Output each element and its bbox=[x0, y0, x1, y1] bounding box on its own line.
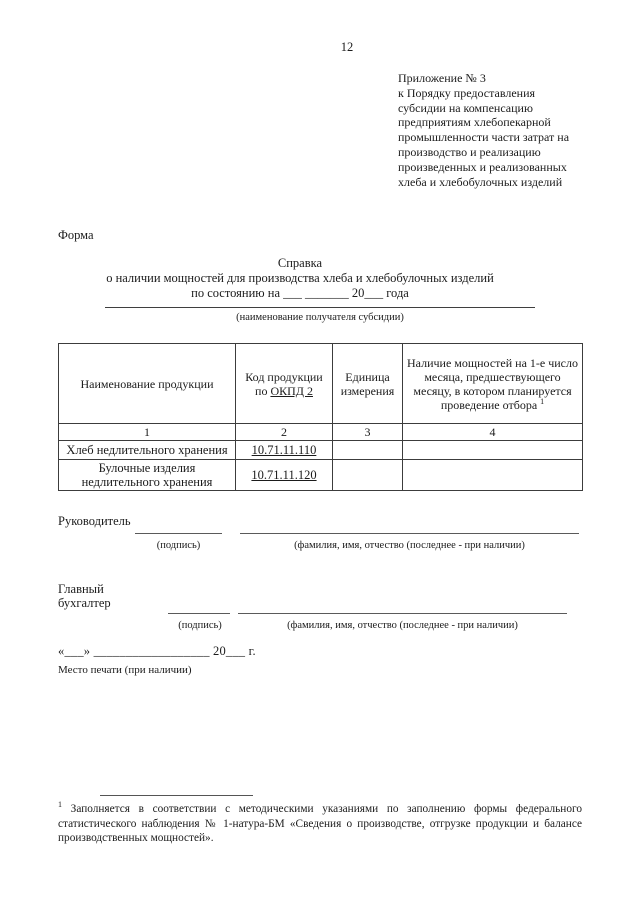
appendix-line: хлеба и хлебобулочных изделий bbox=[398, 174, 563, 189]
table-row bbox=[59, 460, 583, 491]
recipient-blank-line bbox=[105, 307, 535, 308]
appendix-line: производство и реализацию bbox=[398, 144, 541, 159]
column-number-4: 4 bbox=[403, 424, 583, 441]
head-sign-caption: (подпись) bbox=[156, 540, 201, 551]
product-name-cell: Хлеб недлительного хранения bbox=[59, 441, 236, 460]
capacity-cell bbox=[403, 441, 583, 460]
accountant-label: Главный бухгалтер bbox=[58, 582, 111, 610]
appendix-line: предприятиям хлебопекарной bbox=[398, 115, 551, 130]
header-capacity: Наличие мощностей на 1-е число месяца, предшествующего месяцу, в котором планируется проведение отбора $^1$ bbox=[403, 344, 583, 424]
appendix-line: к Порядку предоставления bbox=[398, 85, 536, 100]
appendix-line: субсидии на компенсацию bbox=[398, 100, 533, 115]
appendix-line: произведенных и реализованных bbox=[398, 159, 567, 174]
product-name-cell: Булочные изделия недлительного хранения bbox=[59, 460, 236, 491]
capacity-cell bbox=[403, 460, 583, 491]
unit-cell bbox=[333, 460, 403, 491]
document-title bbox=[20, 256, 580, 301]
table-header-row bbox=[59, 344, 583, 424]
appendix-line: промышленности части затрат на bbox=[398, 130, 570, 145]
okpd-code-link[interactable]: 10.71.11.110 bbox=[251, 443, 317, 457]
accountant-sign-caption: (подпись) bbox=[178, 620, 222, 631]
head-fullname-blank bbox=[240, 533, 579, 534]
page-number: 12 bbox=[340, 40, 354, 54]
recipient-caption: (наименование получателя субсидии) bbox=[236, 312, 404, 323]
table-row bbox=[59, 441, 583, 460]
accountant-fullname-blank bbox=[238, 613, 567, 614]
seal-place-note: Место печати (при наличии) bbox=[58, 664, 192, 676]
accountant-name-caption: (фамилия, имя, отчество (последнее - при наличии) bbox=[287, 620, 518, 631]
header-product-code: Код продукции по ОКПД 2 bbox=[236, 344, 333, 424]
appendix-header bbox=[398, 71, 598, 189]
appendix-line: Приложение № 3 bbox=[398, 71, 486, 85]
capacity-table bbox=[58, 343, 583, 491]
okpd2-link[interactable]: ОКПД 2 bbox=[270, 383, 313, 398]
title-line-1: Справка bbox=[277, 256, 323, 270]
date-blank-line: «___» __________________ 20___ г. bbox=[58, 644, 256, 658]
okpd-code-link[interactable]: 10.71.11.120 bbox=[251, 468, 317, 482]
product-code-cell bbox=[236, 460, 333, 491]
column-number-3: 3 bbox=[333, 424, 403, 441]
header-product-name: Наименование продукции bbox=[59, 344, 236, 424]
form-label: Форма bbox=[58, 228, 94, 242]
head-signature-blank bbox=[135, 533, 222, 534]
head-name-caption: (фамилия, имя, отчество (последнее - при наличии) bbox=[294, 540, 525, 551]
footnote-separator bbox=[100, 795, 253, 796]
column-number-1: 1 bbox=[59, 424, 236, 441]
title-line-2: о наличии мощностей для производства хлеба и хлебобулочных изделий bbox=[106, 271, 494, 285]
product-code-cell bbox=[236, 441, 333, 460]
footnote-text: $^1$ Заполняется в соответствии с методическими указаниями по заполнению формы федерального статистического наблюдения № 1-натура-БМ «Сведения о производстве, отгрузке продукции и балансе производственных мощностей». bbox=[58, 800, 582, 845]
column-number-2: 2 bbox=[236, 424, 333, 441]
footnote-marker: 1 bbox=[58, 800, 62, 810]
footnote-reference: 1 bbox=[540, 396, 545, 406]
title-line-3: по состоянию на ___ _______ 20___ года bbox=[191, 286, 409, 300]
header-unit: Единица измерения bbox=[333, 344, 403, 424]
column-numbers-row bbox=[59, 424, 583, 441]
accountant-signature-blank bbox=[168, 613, 230, 614]
unit-cell bbox=[333, 441, 403, 460]
head-signature-label: Руководитель bbox=[58, 514, 131, 528]
